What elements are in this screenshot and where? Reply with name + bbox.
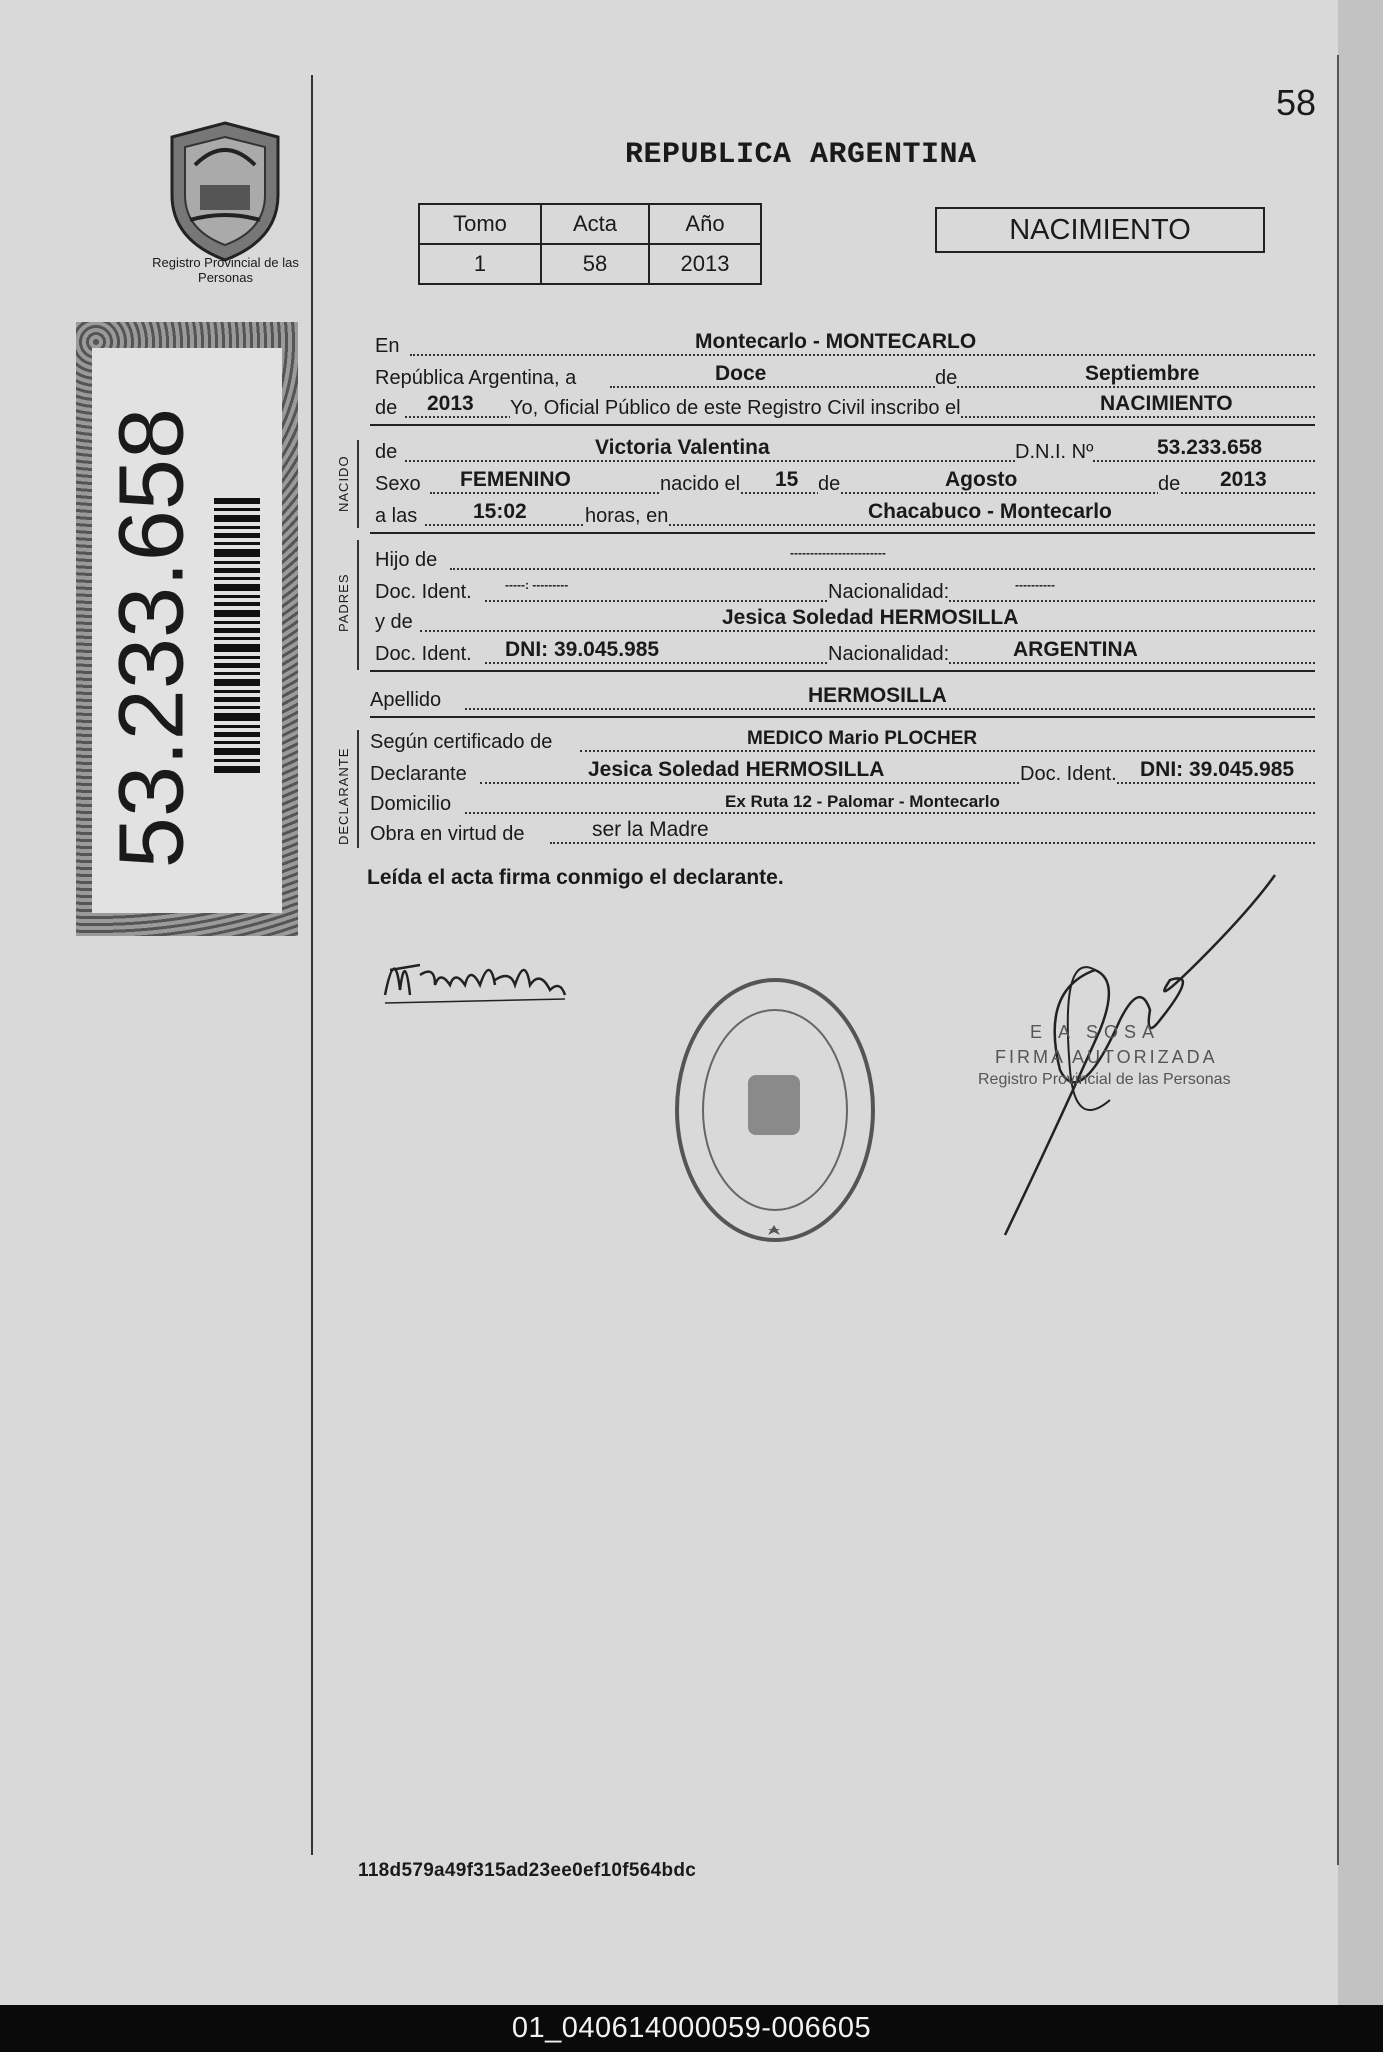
page-edge xyxy=(1338,0,1383,2005)
margin-rule xyxy=(311,75,313,1855)
value-acta: 58 xyxy=(541,244,649,284)
page-number: 58 xyxy=(1276,82,1317,123)
value-tomo: 1 xyxy=(419,244,541,284)
official-name: E A SOSA xyxy=(1030,1022,1161,1042)
field-birth-month: Agosto xyxy=(945,468,1018,491)
row-mother: y de Jesica Soledad HERMOSILLA xyxy=(370,606,1315,636)
section-line-declarante xyxy=(357,730,359,848)
section-line-nacido xyxy=(357,440,359,528)
id-number: 53.233.658 xyxy=(100,407,203,869)
record-type: NACIMIENTO xyxy=(935,207,1265,253)
field-birth-year: 2013 xyxy=(1220,468,1267,491)
field-address: Ex Ruta 12 - Palomar - Montecarlo xyxy=(725,792,1000,811)
id-number-stamp xyxy=(76,322,298,936)
row-father-doc: Doc. Ident. -----: --------- Nacionalidad: ---------- xyxy=(370,576,1315,606)
row-certificado: Según certificado de MEDICO Mario PLOCHER xyxy=(370,726,1315,756)
official-stamp xyxy=(670,970,880,1250)
row-mother-doc: Doc. Ident. DNI: 39.045.985 Nacionalidad: ARGENTINA xyxy=(370,638,1315,668)
section-label-nacido: NACIDO xyxy=(336,455,351,512)
field-inscribo: NACIMIENTO xyxy=(1100,392,1233,415)
field-child-dni: 53.233.658 xyxy=(1157,436,1263,459)
field-declarant-doc: DNI: 39.045.985 xyxy=(1140,758,1295,781)
row-hora: a las 15:02 horas, en Chacabuco - Montecarlo xyxy=(370,500,1315,530)
field-year: 2013 xyxy=(427,392,474,415)
field-place: Montecarlo - MONTECARLO xyxy=(695,330,977,353)
registry-label: Registro Provincial de las Personas xyxy=(152,255,299,285)
section-line-padres xyxy=(357,540,359,670)
field-apellido: HERMOSILLA xyxy=(808,684,947,707)
field-mother: Jesica Soledad HERMOSILLA xyxy=(722,606,1019,629)
field-day: Doce xyxy=(715,362,767,385)
field-certificate: MEDICO Mario PLOCHER xyxy=(747,728,978,749)
page-title: REPUBLICA ARGENTINA xyxy=(625,138,977,172)
footer-filename: 01_040614000059-006605 xyxy=(0,2005,1383,2052)
section-label-declarante: DECLARANTE xyxy=(336,747,351,845)
official-title: FIRMA AUTORIZADA xyxy=(995,1047,1218,1067)
field-sex: FEMENINO xyxy=(460,468,571,491)
field-father-doc: -----: --------- xyxy=(505,578,569,592)
right-rule xyxy=(1337,55,1339,1865)
field-child-name: Victoria Valentina xyxy=(595,436,770,459)
provincial-seal-icon xyxy=(160,115,290,265)
field-birth-day: 15 xyxy=(775,468,799,491)
row-oficial: de 2013 Yo, Oficial Público de este Registro Civil inscribo el NACIMIENTO xyxy=(370,392,1315,422)
row-obra: Obra en virtud de ser la Madre xyxy=(370,818,1315,848)
header-acta: Acta xyxy=(541,204,649,244)
official-org: Registro Provincial de las Personas xyxy=(978,1071,1231,1088)
header-tomo: Tomo xyxy=(419,204,541,244)
record-table xyxy=(418,203,762,285)
field-mother-doc: DNI: 39.045.985 xyxy=(505,638,660,661)
field-month: Septiembre xyxy=(1085,362,1200,385)
field-father-nationality: ---------- xyxy=(1015,578,1055,592)
field-mother-nationality: ARGENTINA xyxy=(1013,638,1138,661)
value-anio: 2013 xyxy=(649,244,761,284)
row-declarante: Declarante Jesica Soledad HERMOSILLA Doc. Ident. DNI: 39.045.985 xyxy=(370,758,1315,788)
row-domicilio: Domicilio Ex Ruta 12 - Palomar - Montecarlo xyxy=(370,788,1315,818)
field-declarant-name: Jesica Soledad HERMOSILLA xyxy=(588,758,885,781)
field-birth-time: 15:02 xyxy=(473,500,527,523)
field-reason: ser la Madre xyxy=(592,818,709,841)
reading-statement: Leída el acta firma conmigo el declarante. xyxy=(367,866,784,889)
row-en: En Montecarlo - MONTECARLO xyxy=(370,330,1315,360)
row-apellido: Apellido HERMOSILLA xyxy=(370,684,1315,714)
section-label-padres: PADRES xyxy=(336,573,351,632)
declarant-signature xyxy=(380,935,570,1015)
document-hash: 118d579a49f315ad23ee0ef10f564bdc xyxy=(358,1860,697,1881)
row-name: de Victoria Valentina D.N.I. Nº 53.233.658 xyxy=(370,436,1315,466)
row-republica: República Argentina, a Doce de Septiembre xyxy=(370,362,1315,392)
row-sexo: Sexo FEMENINO nacido el 15 de Agosto de 2013 xyxy=(370,468,1315,498)
field-birth-place: Chacabuco - Montecarlo xyxy=(868,500,1112,523)
row-father: Hijo de ------------------------ xyxy=(370,544,1315,574)
field-father: ------------------------ xyxy=(790,546,886,560)
header-anio: Año xyxy=(649,204,761,244)
barcode-icon xyxy=(214,498,260,773)
